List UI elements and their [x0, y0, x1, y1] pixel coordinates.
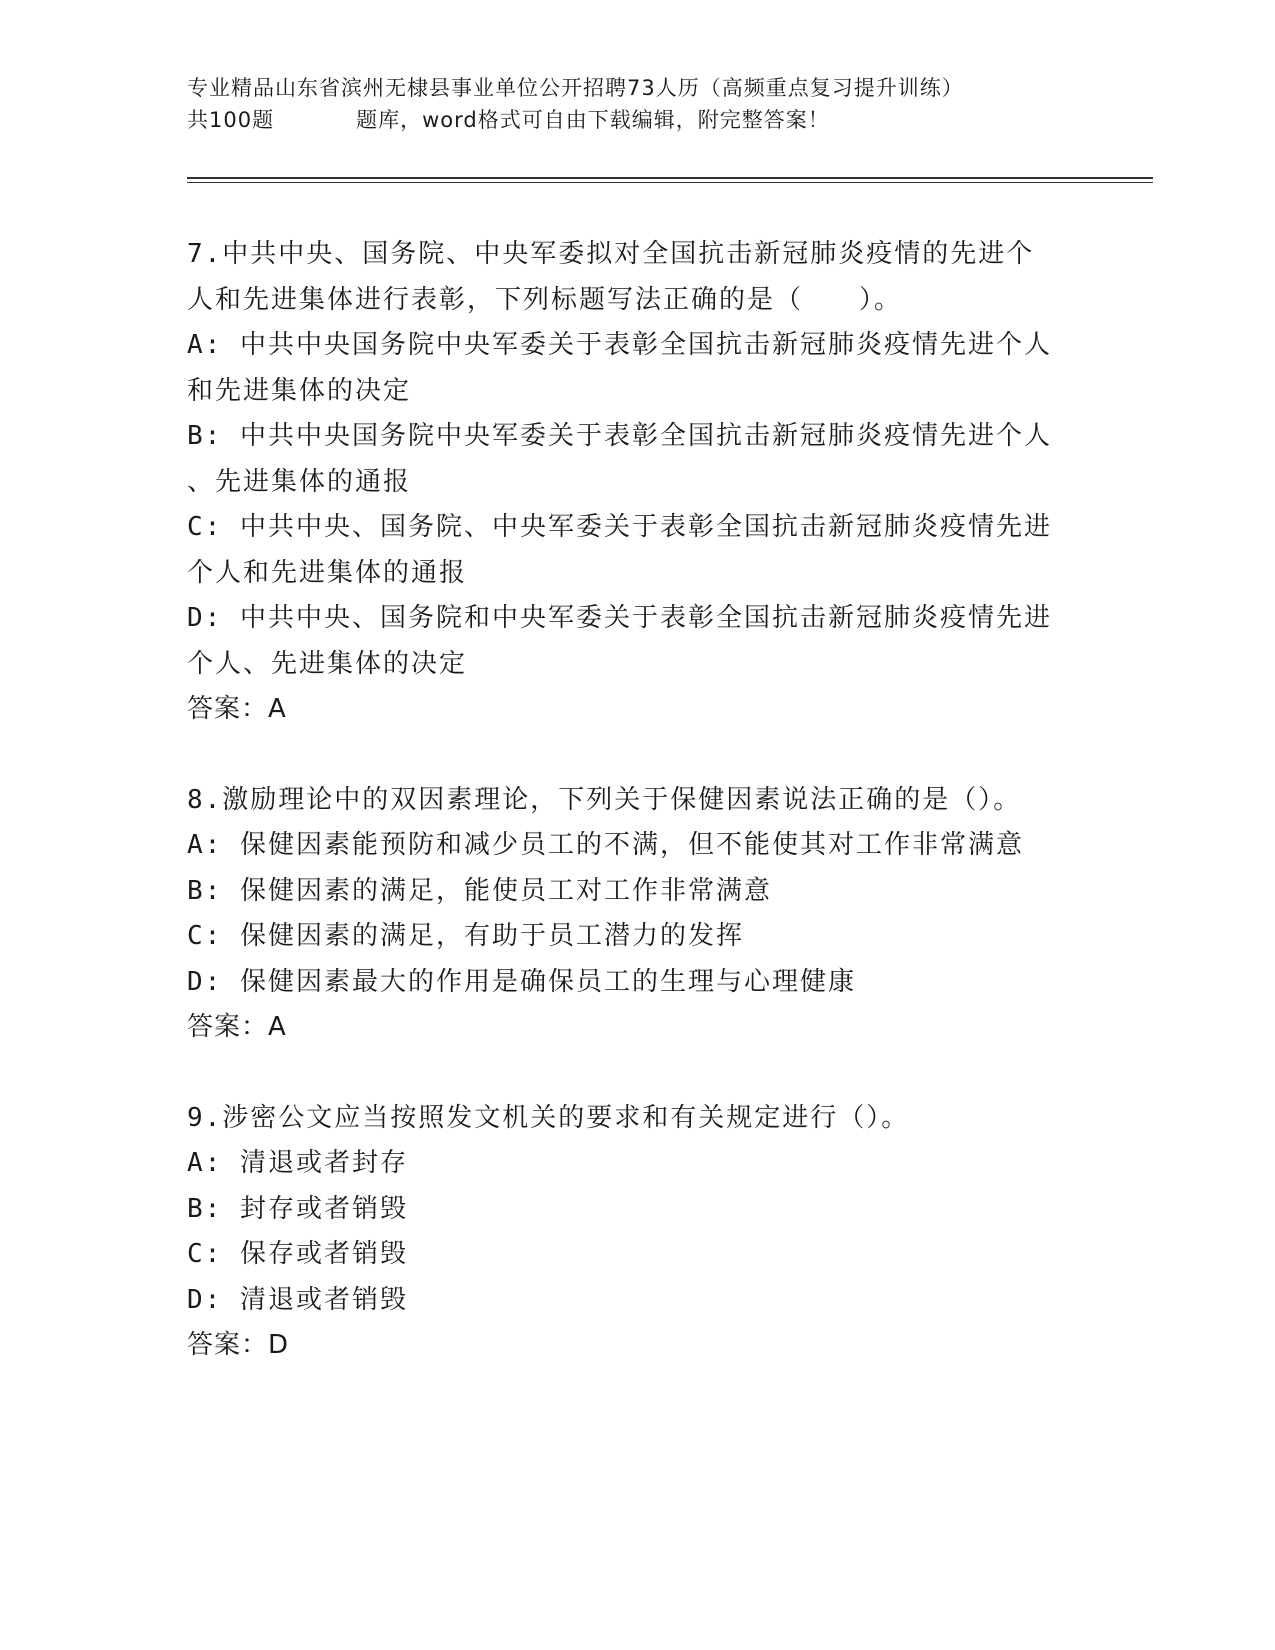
header-title-line1: 专业精品山东省滨州无棣县事业单位公开招聘73人历（高频重点复习提升训练）: [187, 76, 964, 100]
question-8-option-d: D: 保健因素最大的作用是确保员工的生理与心理健康: [187, 966, 856, 997]
question-9-option-c: C: 保存或者销毁: [187, 1239, 408, 1269]
header-count: 共100题: [187, 108, 275, 132]
document-header: [187, 72, 1087, 136]
question-7-option-a-cont: 和先进集体的决定: [187, 375, 412, 406]
question-7-option-d: D: 中共中央、国务院和中央军委关于表彰全国抗击新冠肺炎疫情先进: [187, 603, 1052, 633]
question-7-stem: 7.中共中央、国务院、中央军委拟对全国抗击新冠肺炎疫情的先进个: [187, 239, 1035, 269]
question-9-answer: 答案：D: [187, 1330, 290, 1360]
question-7-option-c-cont: 个人和先进集体的通报: [187, 557, 468, 588]
question-9-stem: 9.涉密公文应当按照发文机关的要求和有关规定进行（）。: [187, 1102, 910, 1133]
question-7-option-b-cont: 、先进集体的通报: [187, 466, 412, 497]
question-8-answer: 答案：A: [187, 1012, 287, 1042]
question-7-option-b: B: 中共中央国务院中央军委关于表彰全国抗击新冠肺炎疫情先进个人: [187, 421, 1052, 451]
question-block-7: [187, 232, 1087, 733]
question-8-option-b: B: 保健因素的满足，能使员工对工作非常满意: [187, 875, 772, 906]
question-7-option-a: A: 中共中央国务院中央军委关于表彰全国抗击新冠肺炎疫情先进个人: [187, 330, 1052, 360]
question-list: [187, 232, 1087, 1369]
question-7-option-c: C: 中共中央、国务院、中央军委关于表彰全国抗击新冠肺炎疫情先进: [187, 512, 1052, 542]
question-8-stem: 8.激励理论中的双因素理论，下列关于保健因素说法正确的是（）。: [187, 784, 1022, 815]
question-block-9: [187, 1096, 1087, 1369]
question-7-option-d-cont: 个人、先进集体的决定: [187, 648, 468, 679]
header-format-note: 题库，word格式可自由下载编辑，附完整答案！: [356, 108, 830, 132]
question-9-option-a: A: 清退或者封存: [187, 1148, 408, 1178]
header-divider-thick: [187, 177, 1153, 179]
header-title-line2: [187, 104, 1087, 136]
question-9-option-b: B: 封存或者销毁: [187, 1193, 408, 1224]
question-8-option-a: A: 保健因素能预防和减少员工的不满，但不能使其对工作非常满意: [187, 830, 1024, 860]
question-8-option-c: C: 保健因素的满足，有助于员工潜力的发挥: [187, 921, 744, 951]
question-7-answer: 答案：A: [187, 694, 287, 724]
question-9-option-d: D: 清退或者销毁: [187, 1284, 408, 1315]
header-divider-thin: [187, 182, 1153, 183]
question-block-8: [187, 778, 1087, 1051]
question-7-stem-cont: 人和先进集体进行表彰，下列标题写法正确的是（ ）。: [187, 284, 903, 315]
